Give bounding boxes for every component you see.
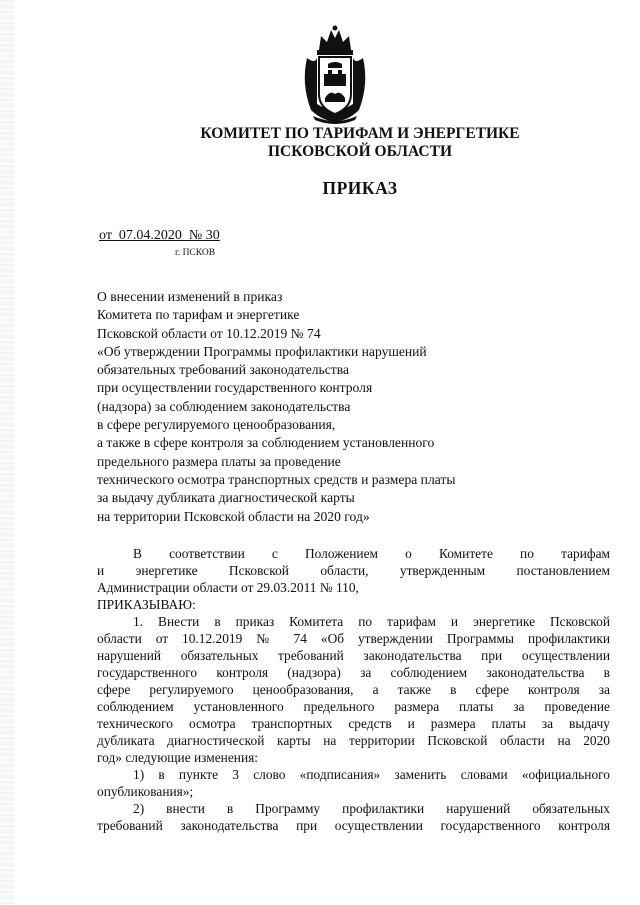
item-1-line: сфере регулируемого ценообразования, а также в сфере контроля за [97, 682, 610, 697]
item-1-line: соблюдением установленного предельного размера платы за проведение [97, 699, 610, 714]
title-line: обязательных требований законодательства [97, 362, 349, 378]
preamble-line: В соответствии с Положением о Комитете по тарифам [133, 546, 610, 561]
title-line: О внесении изменений в приказ [97, 289, 283, 304]
title-line: «Об утверждении Программы профилактики нарушений [97, 343, 427, 359]
title-line: в сфере регулируемого ценообразования, [97, 417, 336, 433]
item-1-line: государственного контроля (надзора) за соблюдением законодательства в [97, 665, 610, 680]
preamble-line: Администрации области от 29.03.2011 № 110, [97, 580, 359, 595]
subitem-2-line: 2) внести в Программу профилактики нарушений обязательных [133, 801, 610, 816]
title-line: при осуществлении государственного контроля [97, 380, 373, 396]
item-1-line: нарушений обязательных требований законодательства при осуществлении [97, 648, 610, 663]
subitem-1-line: опубликования»; [97, 784, 194, 799]
item-1-line: дубликата диагностической карты на территории Псковской области на 2020 [97, 733, 610, 748]
title-line: (надзора) за соблюдением законодательства [97, 398, 351, 414]
item-1-line: год» следующие изменения: [97, 750, 259, 765]
pskov-coat-of-arms-icon [297, 24, 373, 124]
organization-name-line-2: ПСКОВСКОЙ ОБЛАСТИ [267, 143, 452, 160]
subitem-2-line: требований законодательства при осуществлении государственного контроля [97, 818, 610, 833]
item-1-line: области от 10.12.2019 № 74 «Об утверждении Программы профилактики [97, 631, 610, 646]
title-line: Псковской области от 10.12.2019 № 74 [97, 325, 321, 341]
order-body [97, 545, 610, 834]
subitem-1-line: 1) в пункте 3 слово «подписания» заменить словами «официального [133, 767, 610, 782]
title-line: за выдачу дубликата диагностической карты [97, 490, 355, 506]
title-line: предельного размера платы за проведение [97, 453, 341, 469]
order-title [97, 288, 557, 526]
title-line: на территории Псковской области на 2020 год» [97, 508, 370, 524]
organization-name-line-1: КОМИТЕТ ПО ТАРИФАМ И ЭНЕРГЕТИКЕ [200, 125, 520, 142]
title-line: Комитета по тарифам и энергетике [97, 307, 300, 323]
order-word: ПРИКАЗЫВАЮ: [97, 597, 196, 612]
issue-city: г. ПСКОВ [175, 248, 216, 258]
item-1-line: технического осмотра транспортных средств и размера платы за выдачу [97, 716, 610, 731]
document-type-heading: ПРИКАЗ [322, 178, 398, 198]
item-1-line: 1. Внести в приказ Комитета по тарифам и энергетике Псковской [133, 614, 610, 629]
title-line: а также в сфере контроля за соблюдением установленного [97, 435, 435, 451]
scan-edge-artifact [0, 0, 14, 905]
order-date-number: от 07.04.2020 № 30 [99, 228, 220, 243]
preamble-line: и энергетике Псковской области, утвержденным постановлением [97, 563, 610, 578]
title-line: технического осмотра транспортных средств и размера платы [97, 471, 456, 487]
